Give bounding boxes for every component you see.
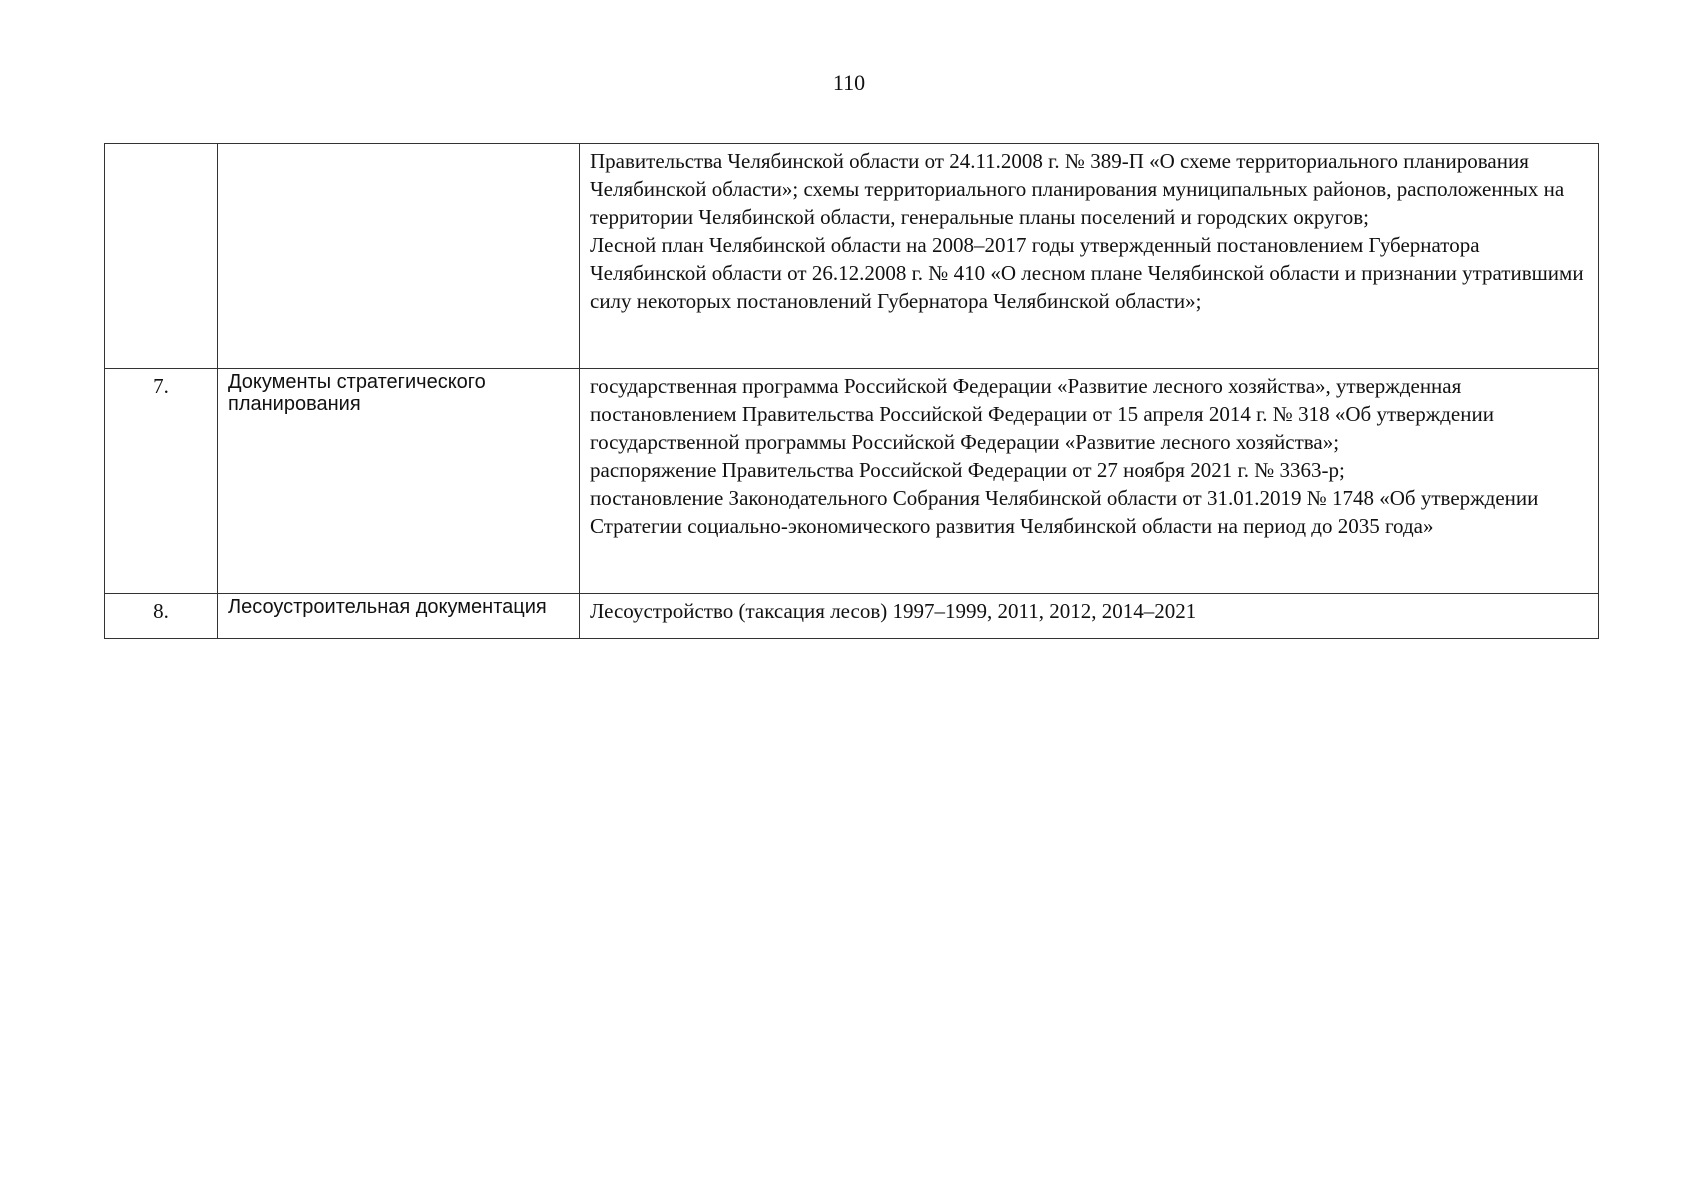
document-table bbox=[104, 143, 1599, 639]
row-number-cell bbox=[105, 144, 218, 369]
row-name-cell: Документы стратегического планирования bbox=[218, 369, 580, 594]
page-number: 110 bbox=[832, 70, 866, 95]
content-paragraph: Правительства Челябинской области от 24.11.2008 г. № 389-П «О схеме территориального планирования Челябинской области»; схемы территориального планирования муниципальных районов, расположенных на территории Челябинской области, генеральные планы поселений и городских округов; bbox=[590, 149, 1565, 229]
content-paragraph: Лесной план Челябинской области на 2008–2017 годы утвержденный постановлением Губернатора Челябинской области от 26.12.2008 г. № 410 «О лесном плане Челябинской области и признании утратившими силу некоторых постановлений Губернатора Челябинской области»; bbox=[590, 233, 1584, 313]
content-paragraph: государственная программа Российской Федерации «Развитие лесного хозяйства», утвержденная постановлением Правительства Российской Федерации от 15 апреля 2014 г. № 318 «Об утверждении государственной программы Российской Федерации «Развитие лесного хозяйства»; bbox=[590, 374, 1494, 454]
row-name-cell bbox=[218, 144, 580, 369]
row-content-cell bbox=[580, 369, 1599, 594]
table-row bbox=[105, 144, 1599, 369]
table-row bbox=[105, 369, 1599, 594]
content-paragraph: Лесоустройство (таксация лесов) 1997–1999, 2011, 2012, 2014–2021 bbox=[590, 599, 1197, 623]
row-name-cell: Лесоустроительная документация bbox=[218, 594, 580, 639]
content-paragraph: распоряжение Правительства Российской Федерации от 27 ноября 2021 г. № 3363-р; bbox=[590, 458, 1345, 482]
table-row bbox=[105, 594, 1599, 639]
row-number-cell: 7. bbox=[105, 369, 218, 594]
row-content-cell bbox=[580, 594, 1599, 639]
content-paragraph: постановление Законодательного Собрания Челябинской области от 31.01.2019 № 1748 «Об утверждении Стратегии социально-экономического развития Челябинской области на период до 2035 года» bbox=[590, 486, 1539, 538]
row-content-cell bbox=[580, 144, 1599, 369]
row-number-cell: 8. bbox=[105, 594, 218, 639]
